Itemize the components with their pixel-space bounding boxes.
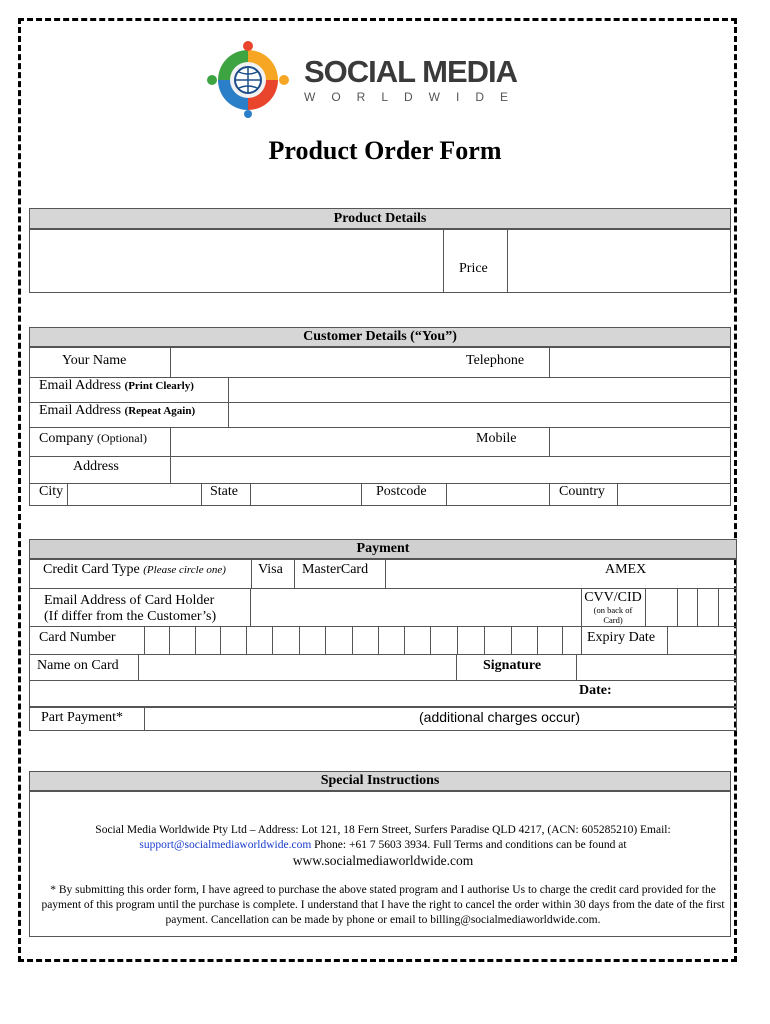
- card-number-label: Card Number: [39, 630, 116, 645]
- logo-title: SOCIAL MEDIA: [304, 54, 518, 89]
- email-label: Email Address (Print Clearly): [39, 378, 194, 393]
- page-title: Product Order Form: [268, 136, 502, 165]
- customer-details-heading: Customer Details (“You”): [29, 327, 731, 347]
- telephone-label: Telephone: [466, 353, 525, 368]
- card-number-digit-input[interactable]: [273, 627, 299, 653]
- website-link[interactable]: www.socialmediaworldwide.com: [292, 853, 474, 868]
- card-type-label: Credit Card Type (Please circle one): [43, 562, 226, 577]
- disclaimer-text: * By submitting this order form, I have agreed to purchase the above stated program and I authorise Us to charge the credit card provided for the payment of this program until the purchase is complete. I understand that I have the right to cancel the order within 30 days from the date of the first payment. Cancellation can be made by phone or email to billing@socialmediaworldwide.com.: [41, 884, 725, 926]
- signature-label: Signature: [483, 658, 542, 673]
- holder-email-input[interactable]: [251, 589, 580, 625]
- card-number-digit-input[interactable]: [431, 627, 457, 653]
- cvv-digit-input[interactable]: [719, 589, 736, 625]
- amex-option[interactable]: AMEX: [605, 562, 647, 577]
- card-number-digit-input[interactable]: [196, 627, 220, 653]
- company-label: Company (Optional): [39, 431, 147, 446]
- card-number-digit-input[interactable]: [353, 627, 378, 653]
- city-label: City: [39, 484, 64, 499]
- name-on-card-label: Name on Card: [37, 658, 119, 673]
- price-label: Price: [459, 261, 488, 276]
- card-number-digit-input[interactable]: [458, 627, 484, 653]
- additional-charges-note: (additional charges occur): [419, 709, 581, 725]
- state-input[interactable]: [251, 484, 360, 505]
- mastercard-option[interactable]: MasterCard: [302, 562, 369, 577]
- card-number-digit-input[interactable]: [512, 627, 537, 653]
- payment-heading: Payment: [29, 539, 737, 559]
- visa-option[interactable]: Visa: [258, 562, 283, 577]
- cvv-note: (on back of Card): [593, 605, 633, 625]
- name-on-card-input[interactable]: [139, 655, 455, 679]
- card-number-digit-input[interactable]: [326, 627, 352, 653]
- your-name-label: Your Name: [62, 353, 127, 368]
- support-email-link[interactable]: support@socialmediaworldwide.com: [139, 839, 312, 851]
- cvv-digit-input[interactable]: [698, 589, 717, 625]
- holder-email-label: Email Address of Card Holder (If differ from the Customer’s): [44, 593, 217, 624]
- card-number-digit-input[interactable]: [538, 627, 562, 653]
- card-number-digit-input[interactable]: [485, 627, 511, 653]
- card-number-digit-input[interactable]: [379, 627, 404, 653]
- address-label: Address: [73, 459, 119, 474]
- company-input[interactable]: [171, 428, 459, 455]
- email-input[interactable]: [229, 378, 730, 401]
- card-number-digit-input[interactable]: [145, 627, 169, 653]
- card-number-digit-input[interactable]: [170, 627, 195, 653]
- your-name-input[interactable]: [171, 348, 459, 376]
- date-label: Date:: [579, 683, 612, 698]
- mobile-input[interactable]: [550, 428, 730, 455]
- price-input[interactable]: [508, 230, 730, 292]
- logo-subtitle: WORLDWIDE: [304, 90, 524, 104]
- country-label: Country: [559, 484, 605, 499]
- card-number-digit-input[interactable]: [221, 627, 246, 653]
- email-repeat-label: Email Address (Repeat Again): [39, 403, 196, 418]
- date-input[interactable]: [30, 681, 736, 706]
- product-details-heading: Product Details: [29, 208, 731, 229]
- globe-people-icon: [206, 40, 290, 118]
- expiry-label: Expiry Date: [587, 630, 656, 645]
- company-logo: [206, 40, 536, 118]
- product-description-input[interactable]: [30, 230, 442, 292]
- company-info: Social Media Worldwide Pty Ltd – Address: Lot 121, 18 Fern Street, Surfers Paradise QLD 4217, (ACN: 605285210) Email: support@socialmediaworldwide.com Phone: +61 7 5603 3934. Full Terms and conditions can be found at: [95, 824, 671, 851]
- address-input[interactable]: [171, 457, 730, 482]
- mobile-label: Mobile: [476, 431, 517, 446]
- city-input[interactable]: [68, 484, 200, 505]
- telephone-input[interactable]: [550, 348, 730, 376]
- expiry-input[interactable]: [668, 627, 736, 653]
- state-label: State: [210, 484, 238, 499]
- email-repeat-input[interactable]: [229, 403, 730, 426]
- card-number-digit-input[interactable]: [405, 627, 430, 653]
- postcode-label: Postcode: [376, 484, 427, 499]
- part-payment-label: Part Payment*: [41, 710, 124, 725]
- country-input[interactable]: [618, 484, 730, 505]
- postcode-input[interactable]: [447, 484, 548, 505]
- special-instructions-heading: Special Instructions: [29, 771, 731, 791]
- cvv-label: CVV/CID: [584, 590, 642, 605]
- cvv-digit-input[interactable]: [678, 589, 697, 625]
- card-number-digit-input[interactable]: [247, 627, 272, 653]
- signature-input[interactable]: [577, 655, 736, 679]
- card-number-digit-input[interactable]: [300, 627, 325, 653]
